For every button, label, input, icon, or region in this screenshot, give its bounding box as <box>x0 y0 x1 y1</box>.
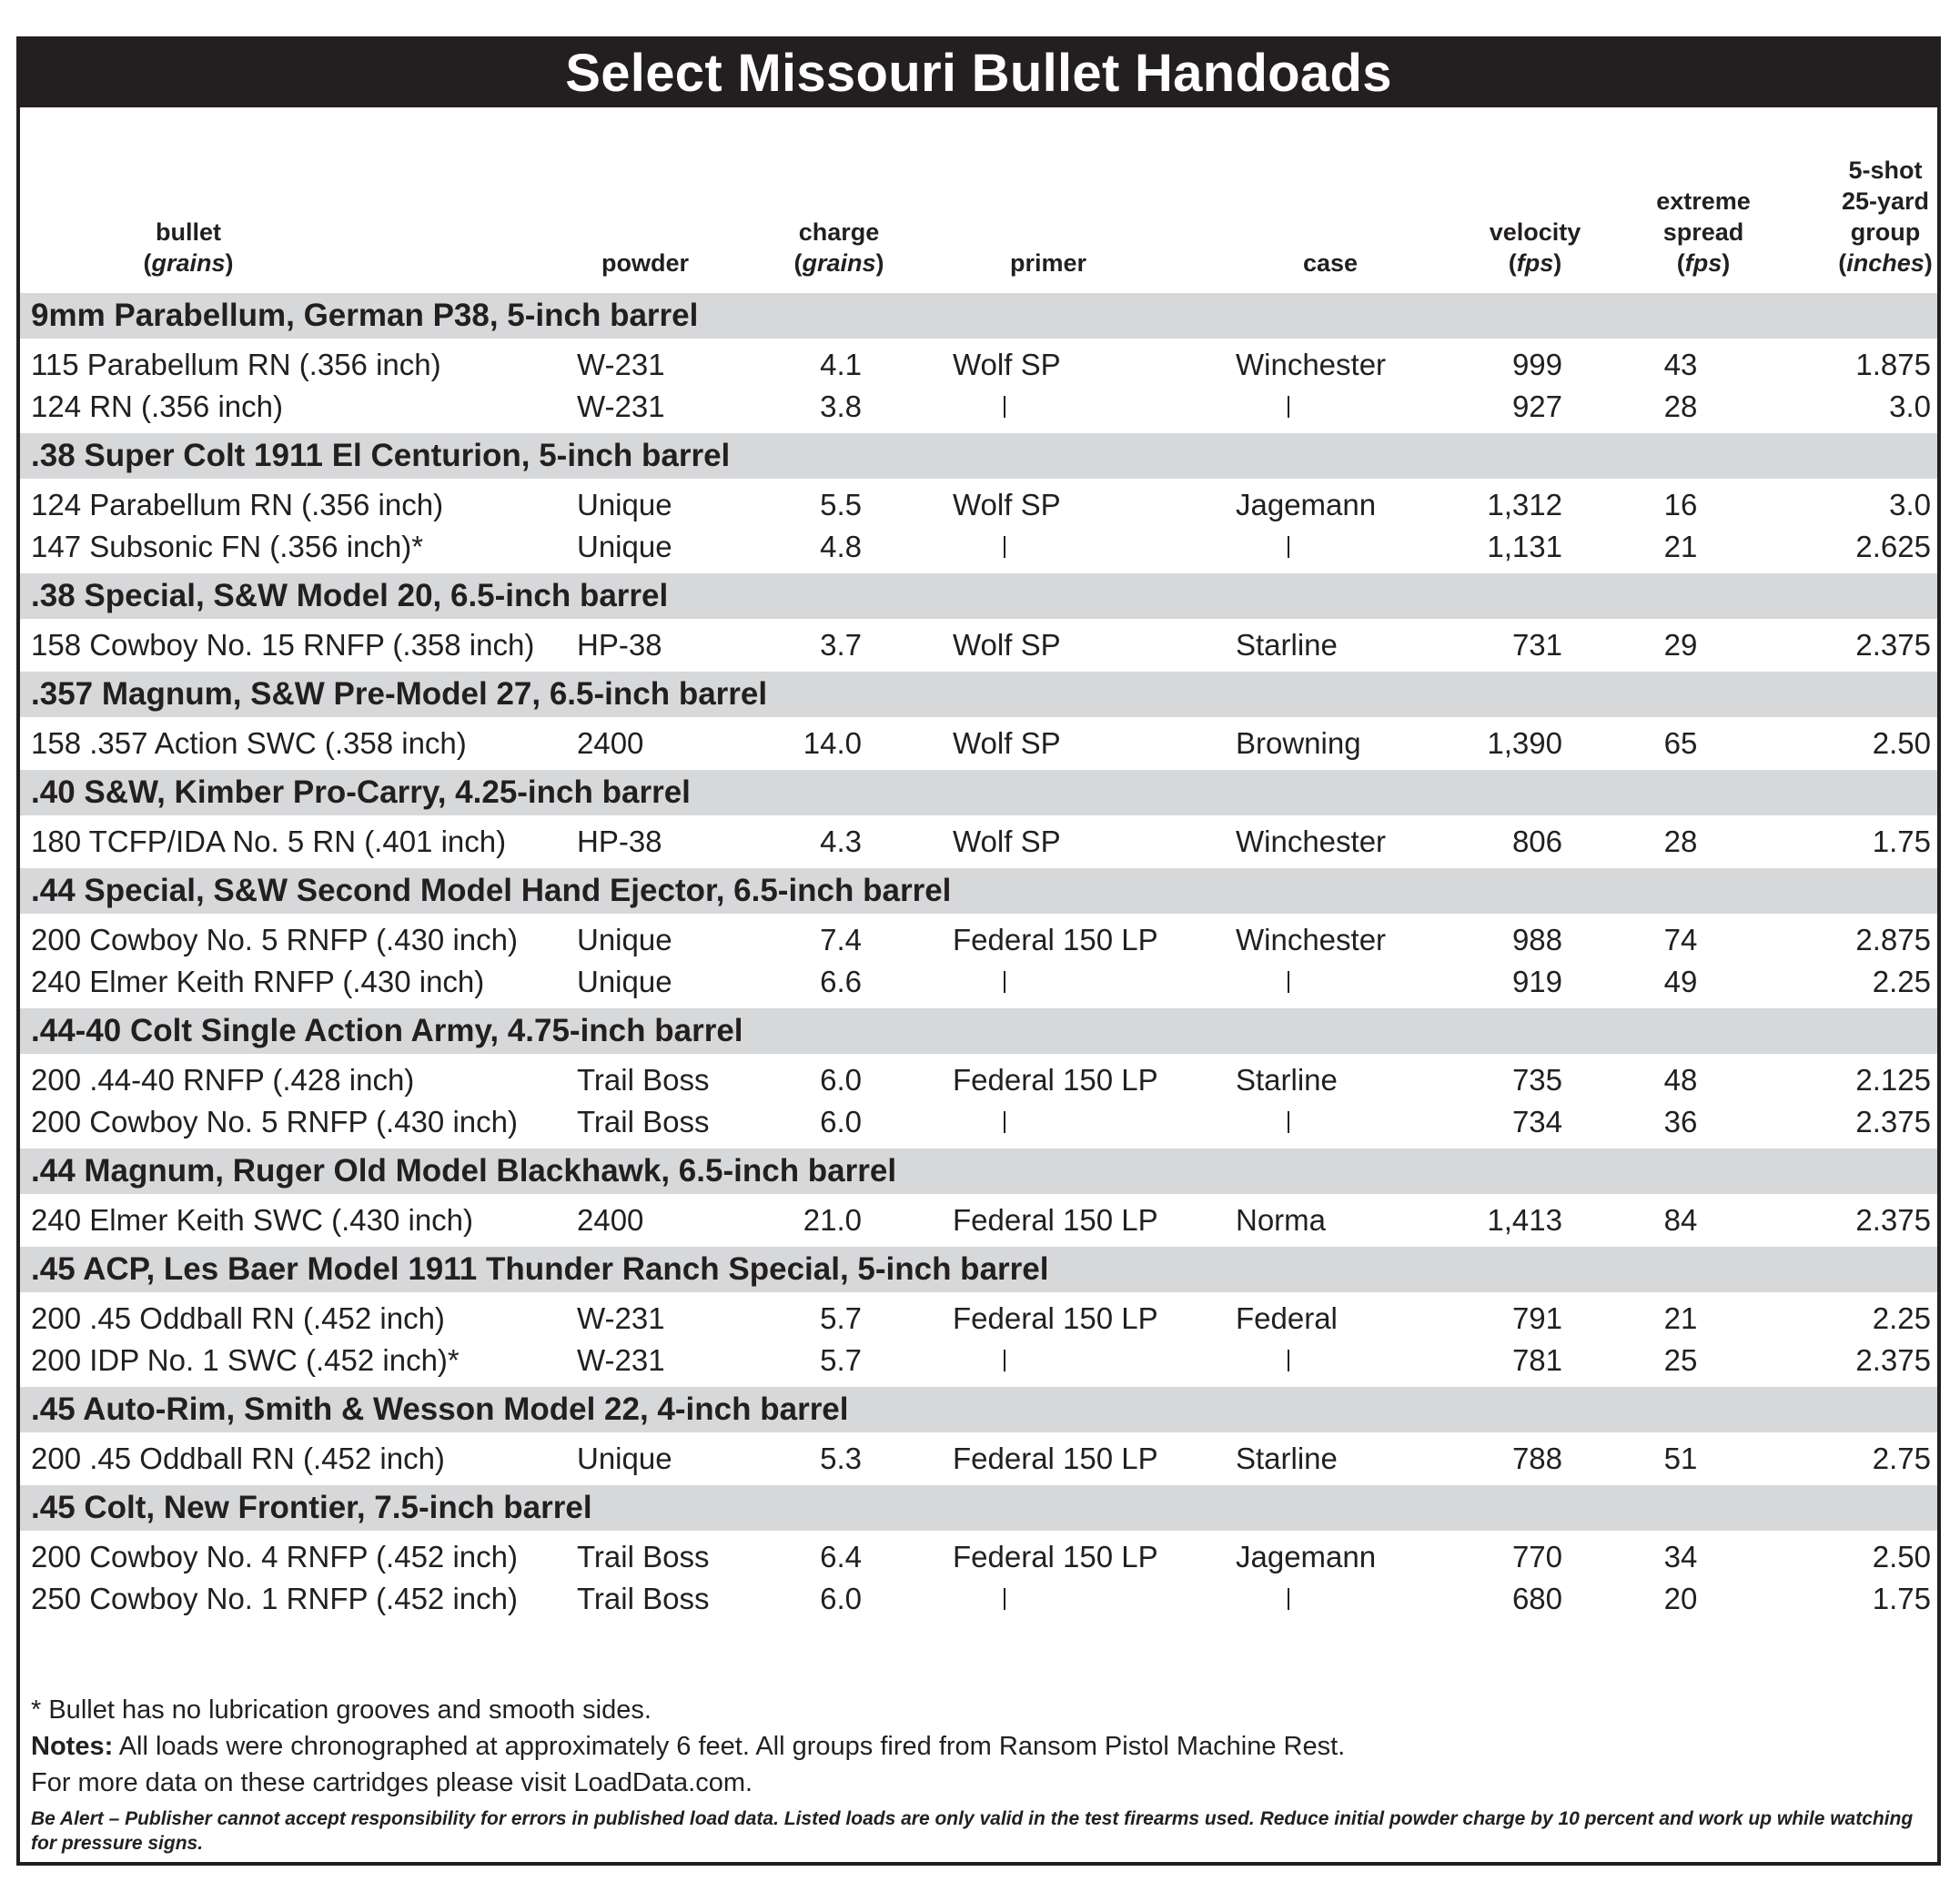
extreme-spread-cell: 29 <box>1663 628 1698 662</box>
primer-cell: Federal 150 LP <box>953 1063 1158 1097</box>
page-title: Select Missouri Bullet Handoads <box>20 40 1937 107</box>
section-header <box>20 868 1937 914</box>
section-header <box>20 1247 1937 1292</box>
section-title: .45 Auto-Rim, Smith & Wesson Model 22, 4-inch barrel <box>31 1391 849 1427</box>
section-header <box>20 433 1937 479</box>
ditto-line-holder <box>1288 1578 1289 1620</box>
alert-disclaimer: Be Alert – Publisher cannot accept responsibility for errors in published load data. Listed loads are only valid in the test firearms used. Reduce initial powder charge by 10 percent and work up while watching for pressure signs. <box>31 1808 1914 1854</box>
bullet-cell: 200 .45 Oddball RN (.452 inch) <box>31 1442 445 1475</box>
case-cell: Norma <box>1236 1203 1327 1237</box>
table-row <box>20 821 1937 863</box>
velocity-cell: 734 <box>1511 1105 1562 1138</box>
extreme-spread-cell: 25 <box>1663 1343 1698 1377</box>
case-cell: Browning <box>1236 726 1361 760</box>
extreme-spread-cell: 36 <box>1663 1105 1698 1138</box>
extreme-spread-cell: 65 <box>1663 726 1698 760</box>
primer-cell: Federal 150 LP <box>953 1442 1158 1475</box>
powder-cell: 2400 <box>577 1203 644 1237</box>
powder-cell: W-231 <box>577 1343 665 1377</box>
ditto-line-holder <box>1288 1101 1289 1143</box>
powder-cell: 2400 <box>577 726 644 760</box>
velocity-cell: 680 <box>1511 1582 1562 1615</box>
velocity-cell: 999 <box>1511 348 1562 381</box>
section-title: .44-40 Colt Single Action Army, 4.75-inch barrel <box>31 1013 743 1048</box>
bullet-cell: 200 Cowboy No. 5 RNFP (.430 inch) <box>31 1105 518 1138</box>
bullet-cell: 180 TCFP/IDA No. 5 RN (.401 inch) <box>31 825 507 858</box>
primer-cell: Wolf SP <box>953 726 1061 760</box>
section-rows <box>20 919 1937 1008</box>
section-title: 9mm Parabellum, German P38, 5-inch barrel <box>31 298 699 333</box>
group-cell: 3.0 <box>1889 488 1931 521</box>
ditto-line <box>1004 1588 1005 1610</box>
extreme-spread-cell: 48 <box>1663 1063 1698 1097</box>
section-title: .38 Super Colt 1911 El Centurion, 5-inch barrel <box>31 438 731 473</box>
section-rows <box>20 1536 1937 1625</box>
powder-cell: W-231 <box>577 390 665 423</box>
group-cell: 2.50 <box>1872 726 1931 760</box>
ditto-line <box>1288 1111 1289 1133</box>
group-cell: 2.25 <box>1872 1301 1931 1335</box>
ditto-line-holder <box>1288 526 1289 568</box>
bullet-cell: 250 Cowboy No. 1 RNFP (.452 inch) <box>31 1582 518 1615</box>
ditto-line-holder <box>1004 386 1005 428</box>
velocity-cell: 1,390 <box>1487 726 1562 760</box>
group-cell: 2.75 <box>1872 1442 1931 1475</box>
powder-cell: W-231 <box>577 348 665 381</box>
bullet-cell: 158 Cowboy No. 15 RNFP (.358 inch) <box>31 628 535 662</box>
charge-cell: 6.0 <box>820 1582 862 1615</box>
table-row <box>20 484 1937 526</box>
table-row <box>20 1536 1937 1578</box>
ditto-line-holder <box>1004 1101 1005 1143</box>
group-cell: 2.875 <box>1855 923 1931 956</box>
ditto-line <box>1288 396 1289 418</box>
group-cell: 1.75 <box>1872 825 1931 858</box>
footer-notes <box>31 1692 1926 1856</box>
table-row <box>20 1199 1937 1241</box>
bullet-cell: 158 .357 Action SWC (.358 inch) <box>31 726 467 760</box>
bullet-cell: 147 Subsonic FN (.356 inch)* <box>31 530 424 563</box>
primer-cell: Federal 150 LP <box>953 1301 1158 1335</box>
velocity-cell: 806 <box>1511 825 1562 858</box>
extreme-spread-cell: 34 <box>1663 1540 1698 1573</box>
table-row <box>20 1340 1937 1381</box>
extreme-spread-cell: 21 <box>1663 530 1698 563</box>
charge-cell: 6.0 <box>820 1063 862 1097</box>
charge-cell: 4.1 <box>820 348 862 381</box>
table-row <box>20 624 1937 666</box>
section-header <box>20 1148 1937 1194</box>
ditto-line-holder <box>1288 961 1289 1003</box>
case-cell: Winchester <box>1236 825 1387 858</box>
extreme-spread-cell: 49 <box>1663 965 1698 998</box>
table-row <box>20 1298 1937 1340</box>
col-header-bullet: bullet ( grains ) <box>106 217 270 278</box>
bullet-cell: 124 Parabellum RN (.356 inch) <box>31 488 444 521</box>
notes-text: All loads were chronographed at approximately 6 feet. All groups fired from Ransom Pistol Machine Rest. <box>113 1732 1346 1761</box>
notes-label: Notes: <box>31 1732 114 1761</box>
section-rows <box>20 723 1937 770</box>
col-header-velocity: velocity ( fps ) <box>1467 217 1603 278</box>
group-cell: 1.75 <box>1872 1582 1931 1615</box>
col-header-case: case <box>1302 249 1359 277</box>
group-cell: 1.875 <box>1855 348 1931 381</box>
col-header-extreme-spread: extreme spread ( fps ) <box>1635 186 1772 278</box>
primer-cell: Federal 150 LP <box>953 1540 1158 1573</box>
ditto-line <box>1004 971 1005 993</box>
charge-cell: 4.8 <box>820 530 862 563</box>
case-cell: Jagemann <box>1236 1540 1377 1573</box>
section-header <box>20 1485 1937 1531</box>
extreme-spread-cell: 20 <box>1663 1582 1698 1615</box>
case-cell: Winchester <box>1236 923 1387 956</box>
section-header <box>20 672 1937 717</box>
velocity-cell: 988 <box>1511 923 1562 956</box>
section-rows <box>20 484 1937 573</box>
table-row <box>20 919 1937 961</box>
powder-cell: Unique <box>577 965 672 998</box>
ditto-line-holder <box>1004 961 1005 1003</box>
asterisk-note: * Bullet has no lubrication grooves and smooth sides. <box>31 1695 652 1725</box>
bullet-cell: 200 .44-40 RNFP (.428 inch) <box>31 1063 415 1097</box>
bullet-cell: 240 Elmer Keith RNFP (.430 inch) <box>31 965 485 998</box>
section-rows <box>20 821 1937 868</box>
col-header-charge: charge ( grains ) <box>766 217 912 278</box>
group-cell: 2.125 <box>1855 1063 1931 1097</box>
table-body <box>20 293 1937 1625</box>
table-row <box>20 386 1937 428</box>
primer-cell: Federal 150 LP <box>953 1203 1158 1237</box>
ditto-line <box>1288 536 1289 558</box>
extreme-spread-cell: 28 <box>1663 390 1698 423</box>
charge-cell: 3.7 <box>820 628 862 662</box>
ditto-line-holder <box>1004 1578 1005 1620</box>
extreme-spread-cell: 84 <box>1663 1203 1698 1237</box>
ditto-line <box>1004 396 1005 418</box>
section-header <box>20 573 1937 619</box>
velocity-cell: 731 <box>1511 628 1562 662</box>
section-rows <box>20 1298 1937 1387</box>
table-row <box>20 1578 1937 1620</box>
bullet-cell: 124 RN (.356 inch) <box>31 390 283 423</box>
extreme-spread-cell: 28 <box>1663 825 1698 858</box>
bullet-cell: 200 .45 Oddball RN (.452 inch) <box>31 1301 445 1335</box>
section-title: .38 Special, S&W Model 20, 6.5-inch barrel <box>31 578 669 613</box>
section-rows <box>20 1059 1937 1148</box>
case-cell: Winchester <box>1236 348 1387 381</box>
powder-cell: Trail Boss <box>577 1540 710 1573</box>
velocity-cell: 770 <box>1511 1540 1562 1573</box>
charge-cell: 6.6 <box>820 965 862 998</box>
primer-cell: Wolf SP <box>953 348 1061 381</box>
charge-cell: 3.8 <box>820 390 862 423</box>
primer-cell: Wolf SP <box>953 628 1061 662</box>
group-cell: 2.375 <box>1855 1343 1931 1377</box>
load-data-table <box>16 36 1941 1866</box>
powder-cell: Unique <box>577 530 672 563</box>
velocity-cell: 1,312 <box>1487 488 1562 521</box>
table-row <box>20 723 1937 764</box>
section-header <box>20 293 1937 339</box>
more-data-line: For more data on these cartridges please visit LoadData.com. <box>31 1768 753 1797</box>
group-cell: 2.375 <box>1855 1105 1931 1138</box>
velocity-cell: 791 <box>1511 1301 1562 1335</box>
group-cell: 3.0 <box>1889 390 1931 423</box>
velocity-cell: 781 <box>1511 1343 1562 1377</box>
extreme-spread-cell: 16 <box>1663 488 1698 521</box>
primer-cell: Wolf SP <box>953 488 1061 521</box>
extreme-spread-cell: 21 <box>1663 1301 1698 1335</box>
bullet-cell: 115 Parabellum RN (.356 inch) <box>31 348 441 381</box>
table-row <box>20 1101 1937 1143</box>
table-row <box>20 344 1937 386</box>
powder-cell: Unique <box>577 488 672 521</box>
table-row <box>20 1438 1937 1480</box>
bullet-cell: 240 Elmer Keith SWC (.430 inch) <box>31 1203 474 1237</box>
velocity-cell: 788 <box>1511 1442 1562 1475</box>
powder-cell: Unique <box>577 1442 672 1475</box>
charge-cell: 5.7 <box>820 1301 862 1335</box>
section-title: .357 Magnum, S&W Pre-Model 27, 6.5-inch barrel <box>31 676 768 712</box>
group-cell: 2.50 <box>1872 1540 1931 1573</box>
notes-line <box>31 1728 1926 1765</box>
case-cell: Starline <box>1236 1063 1338 1097</box>
case-cell: Starline <box>1236 1442 1338 1475</box>
col-header-powder: powder <box>601 249 689 277</box>
section-header <box>20 770 1937 815</box>
section-title: .45 ACP, Les Baer Model 1911 Thunder Ranch Special, 5-inch barrel <box>31 1251 1049 1287</box>
table-row <box>20 526 1937 568</box>
section-rows <box>20 344 1937 433</box>
bullet-cell: 200 IDP No. 1 SWC (.452 inch)* <box>31 1343 460 1377</box>
section-title: .40 S&W, Kimber Pro-Carry, 4.25-inch barrel <box>31 774 691 810</box>
case-cell: Federal <box>1236 1301 1338 1335</box>
charge-cell: 14.0 <box>803 726 862 760</box>
charge-cell: 5.5 <box>820 488 862 521</box>
group-cell: 2.25 <box>1872 965 1931 998</box>
powder-cell: HP-38 <box>577 628 662 662</box>
ditto-line <box>1004 1350 1005 1371</box>
ditto-line-holder <box>1288 386 1289 428</box>
powder-cell: Trail Boss <box>577 1063 710 1097</box>
column-header-row <box>20 107 1937 293</box>
ditto-line <box>1004 536 1005 558</box>
charge-cell: 6.0 <box>820 1105 862 1138</box>
group-cell: 2.375 <box>1855 628 1931 662</box>
section-rows <box>20 1438 1937 1485</box>
primer-cell: Federal 150 LP <box>953 923 1158 956</box>
velocity-cell: 1,413 <box>1487 1203 1562 1237</box>
section-rows <box>20 624 1937 672</box>
group-cell: 2.625 <box>1855 530 1931 563</box>
powder-cell: Trail Boss <box>577 1582 710 1615</box>
ditto-line-holder <box>1288 1340 1289 1381</box>
ditto-line-holder <box>1004 526 1005 568</box>
group-cell: 2.375 <box>1855 1203 1931 1237</box>
velocity-cell: 1,131 <box>1487 530 1562 563</box>
col-header-group: 5-shot 25-yard group ( inches ) <box>1822 155 1949 278</box>
charge-cell: 6.4 <box>820 1540 862 1573</box>
powder-cell: Trail Boss <box>577 1105 710 1138</box>
section-rows <box>20 1199 1937 1247</box>
ditto-line <box>1288 971 1289 993</box>
extreme-spread-cell: 51 <box>1663 1442 1698 1475</box>
charge-cell: 7.4 <box>820 923 862 956</box>
section-header <box>20 1008 1937 1054</box>
ditto-line <box>1288 1350 1289 1371</box>
charge-cell: 21.0 <box>803 1203 862 1237</box>
charge-cell: 5.7 <box>820 1343 862 1377</box>
bullet-cell: 200 Cowboy No. 5 RNFP (.430 inch) <box>31 923 518 956</box>
ditto-line-holder <box>1004 1340 1005 1381</box>
charge-cell: 5.3 <box>820 1442 862 1475</box>
powder-cell: W-231 <box>577 1301 665 1335</box>
col-header-primer: primer <box>1009 249 1087 277</box>
powder-cell: Unique <box>577 923 672 956</box>
section-title: .45 Colt, New Frontier, 7.5-inch barrel <box>31 1490 592 1525</box>
section-header <box>20 1387 1937 1432</box>
table-row <box>20 961 1937 1003</box>
velocity-cell: 919 <box>1511 965 1562 998</box>
case-cell: Jagemann <box>1236 488 1377 521</box>
primer-cell: Wolf SP <box>953 825 1061 858</box>
section-title: .44 Special, S&W Second Model Hand Ejector, 6.5-inch barrel <box>31 873 952 908</box>
bullet-cell: 200 Cowboy No. 4 RNFP (.452 inch) <box>31 1540 518 1573</box>
extreme-spread-cell: 74 <box>1663 923 1698 956</box>
velocity-cell: 927 <box>1511 390 1562 423</box>
ditto-line <box>1004 1111 1005 1133</box>
case-cell: Starline <box>1236 628 1338 662</box>
velocity-cell: 735 <box>1511 1063 1562 1097</box>
table-row <box>20 1059 1937 1101</box>
powder-cell: HP-38 <box>577 825 662 858</box>
charge-cell: 4.3 <box>820 825 862 858</box>
extreme-spread-cell: 43 <box>1663 348 1698 381</box>
ditto-line <box>1288 1588 1289 1610</box>
section-title: .44 Magnum, Ruger Old Model Blackhawk, 6.5-inch barrel <box>31 1153 897 1189</box>
